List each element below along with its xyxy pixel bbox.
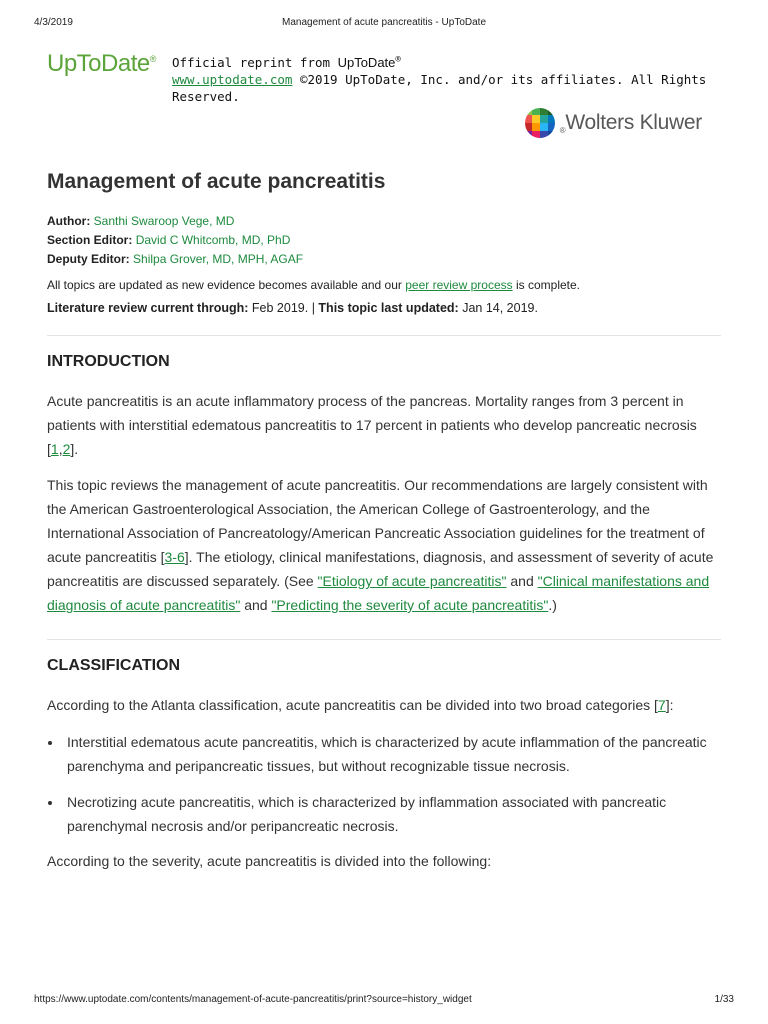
intro-p2-and-1: and: [506, 573, 538, 589]
reprint-registered-mark: ®: [395, 55, 401, 65]
print-title: Management of acute pancreatitis - UpToDate: [282, 17, 486, 28]
copyright-text: ©2019 UpToDate, Inc. and/or its affiliates. All Rights Reserved.: [172, 72, 707, 105]
print-url: https://www.uptodate.com/contents/management-of-acute-pancreatitis/print?source=history_widget: [34, 994, 472, 1005]
peer-review-link[interactable]: peer review process: [405, 278, 513, 292]
article-title: Management of acute pancreatitis: [47, 170, 386, 193]
clinical-manifestations-topic-link[interactable]: "Clinical manifestations and diagnosis of acute pancreatitis": [47, 573, 710, 613]
intro-p2-and-2: and: [240, 597, 272, 613]
intro-p1-text: Acute pancreatitis is an acute inflammatory process of the pancreas. Mortality ranges from 3 percent in patients with interstitial edematous pancreatitis to 17 percent in patients who develop pancreatic necrosis [: [47, 393, 697, 457]
divider: [47, 639, 721, 640]
intro-p1-end: ].: [70, 441, 79, 457]
print-footer: [34, 994, 734, 1005]
wolters-kluwer-wordmark: [560, 111, 702, 135]
print-date: 4/3/2019: [34, 17, 73, 28]
reprint-brand: UpToDate: [337, 55, 396, 71]
update-note: [47, 278, 721, 292]
predicting-severity-topic-link[interactable]: "Predicting the severity of acute pancreatitis": [271, 597, 549, 613]
classification-heading: CLASSIFICATION: [47, 657, 181, 674]
list-item: • Necrotizing acute pancreatitis, which is characterized by inflammation associated with pancreatic parenchymal necrosis and/or peripancreatic necrosis.: [63, 790, 721, 838]
author-link[interactable]: Santhi Swaroop Vege, MD: [93, 214, 235, 228]
review-dates: [47, 301, 721, 315]
introduction-paragraph-2: [47, 473, 721, 617]
publisher-registered-mark: ®: [559, 126, 566, 135]
uptodate-logo: [47, 50, 156, 78]
update-note-text: All topics are updated as new evidence becomes available and our: [47, 278, 402, 292]
update-note-end: is complete.: [515, 278, 580, 292]
reprint-notice: [172, 52, 721, 105]
brand-row: [47, 50, 721, 105]
intro-p2-end: .): [548, 597, 557, 613]
section-editor-label: Section Editor:: [47, 233, 133, 247]
list-item: • Interstitial edematous acute pancreatitis, which is characterized by acute inflammation of the pancreatic parenchyma and peripancreatic tissues, but without recognizable tissue necrosis.: [63, 730, 721, 778]
print-header: [34, 17, 734, 28]
lit-review-value: Feb 2019. |: [251, 301, 315, 315]
divider: [47, 335, 721, 336]
class-p1-text: According to the Atlanta classification, acute pancreatitis can be divided into two broad categories [: [47, 697, 658, 713]
classification-paragraph-1: [47, 693, 721, 717]
etiology-topic-link[interactable]: "Etiology of acute pancreatitis": [317, 573, 507, 589]
wolters-kluwer-logo: [524, 107, 702, 139]
reference-link-7[interactable]: 7: [657, 697, 666, 713]
author-label: Author:: [47, 214, 91, 228]
lit-review-label: Literature review current through:: [47, 301, 249, 315]
logo-registered-mark: ®: [149, 54, 156, 64]
class-p1-end: ]:: [665, 697, 674, 713]
last-updated-value: Jan 14, 2019.: [462, 301, 538, 315]
uptodate-site-link[interactable]: www.uptodate.com: [172, 72, 293, 88]
classification-list: [47, 730, 721, 838]
intro-p2-mid: ]. The etiology, clinical manifestations, diagnosis, and assessment of severity of acute pancreatitis are discussed separately. (See: [47, 549, 714, 589]
section-editor-link[interactable]: David C Whitcomb, MD, PhD: [135, 233, 291, 247]
deputy-editor-label: Deputy Editor:: [47, 252, 130, 266]
article-content: [47, 170, 721, 873]
wolters-kluwer-globe-icon: [524, 107, 556, 139]
article-authors: [47, 212, 721, 269]
reference-link-3-6[interactable]: 3-6: [164, 549, 185, 565]
reference-link-2[interactable]: 2: [62, 441, 71, 457]
page-number: 1/33: [714, 994, 734, 1005]
classification-paragraph-2: According to the severity, acute pancreatitis is divided into the following:: [47, 853, 492, 869]
reprint-prefix: Official reprint from: [172, 55, 331, 71]
intro-p1-comma: ,: [58, 441, 63, 457]
introduction-heading: INTRODUCTION: [47, 353, 170, 370]
last-updated-label: This topic last updated:: [318, 301, 459, 315]
uptodate-logo-text: UpToDate: [47, 50, 150, 77]
intro-p2-text: This topic reviews the management of acute pancreatitis. Our recommendations are largely consistent with the American Gastroenterological Association, the American College of Gastroenterology, and the International Association of Pancreatology/American Pancreatic Association guidelines for the treatment of acute pancreatitis [: [47, 477, 708, 565]
publisher-name: Wolters Kluwer: [565, 111, 702, 134]
reference-link-1[interactable]: 1: [50, 441, 59, 457]
introduction-paragraph-1: [47, 389, 721, 461]
deputy-editor-link[interactable]: Shilpa Grover, MD, MPH, AGAF: [133, 252, 304, 266]
